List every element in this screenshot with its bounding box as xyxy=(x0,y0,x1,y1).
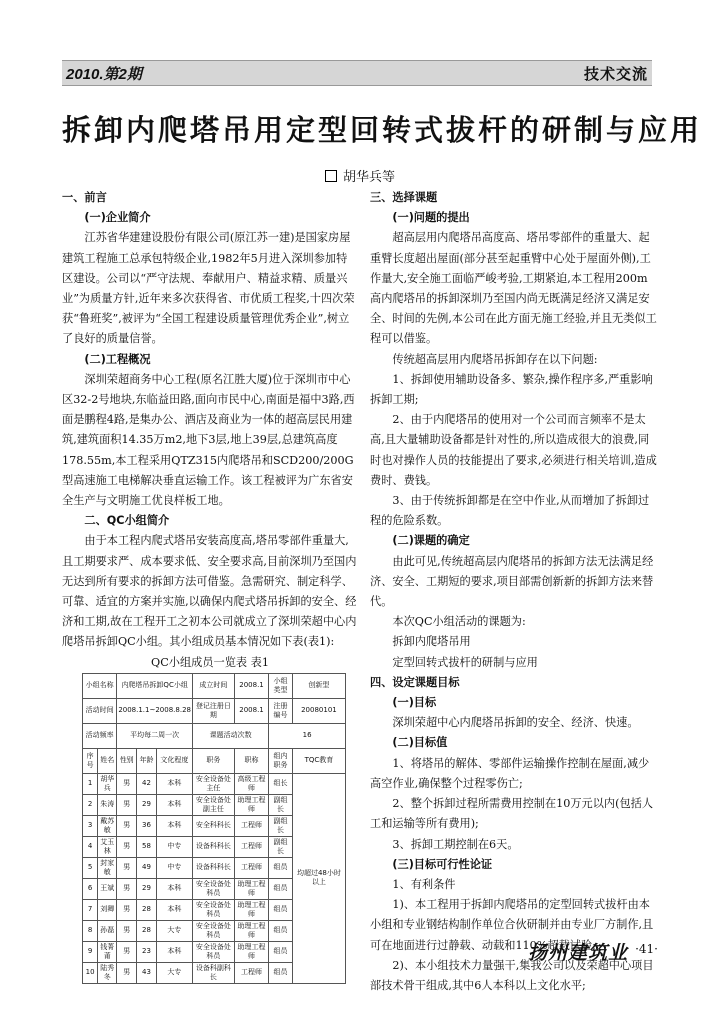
table-cell: 组员 xyxy=(269,962,293,983)
table-cell: 序号 xyxy=(83,748,98,773)
section-heading: 一、前言 xyxy=(62,191,107,204)
header-bar xyxy=(62,60,652,86)
table-row xyxy=(83,723,346,748)
table-cell: 副组长 xyxy=(269,794,293,815)
table-cell: 安全设备处科员 xyxy=(192,899,234,920)
section-heading: (二)目标值 xyxy=(392,736,448,750)
table-cell: 23 xyxy=(137,941,157,962)
left-column xyxy=(62,188,358,984)
paragraph: 超高层用内爬塔吊高度高、塔吊零部件的重量大、起重臂长度超出屋面(部分甚至起重臂中心处于屋面外侧),工作量大,安全施工面临严峻考验,工期紧迫,本工程用200m高内爬塔吊的拆卸深圳乃至国内尚无既满足经济又满足安全、时间的先例,本公司在此方面无施工经验,并且无类似工程可以借鉴。 xyxy=(370,231,657,346)
table-cell: 小组类型 xyxy=(269,673,293,698)
table-cell: 安全设备处副主任 xyxy=(192,794,234,815)
right-column xyxy=(370,188,658,996)
table-cell: 2008.1 xyxy=(234,698,268,723)
magazine-logo: 扬州建筑业 xyxy=(527,942,628,964)
table-cell: 男 xyxy=(117,794,137,815)
table-cell: 29 xyxy=(137,878,157,899)
table-cell: 4 xyxy=(83,836,98,857)
table-cell: 均超过48小时以上 xyxy=(292,773,345,983)
table-cell: 助理工程师 xyxy=(234,878,268,899)
table-cell: 本科 xyxy=(156,878,192,899)
table-cell: 戴苏敏 xyxy=(98,815,117,836)
table-cell: 组员 xyxy=(269,941,293,962)
section-heading: (一)问题的提出 xyxy=(392,211,470,225)
paragraph: 传统超高层用内爬塔吊拆卸存在以下问题: xyxy=(392,352,598,366)
table-cell: 设备科科长 xyxy=(192,836,234,857)
members-table xyxy=(82,673,346,984)
table-cell: 活动时间 xyxy=(83,698,117,723)
table-cell: 本科 xyxy=(156,941,192,962)
table-cell: 男 xyxy=(117,836,137,857)
table-cell: 安全设备处科员 xyxy=(192,878,234,899)
paragraph: 深圳荣超中心内爬塔吊拆卸的安全、经济、快速。 xyxy=(392,716,639,730)
table-cell: 组内职务 xyxy=(269,748,293,773)
table-cell: 本科 xyxy=(156,794,192,815)
paragraph: 1、将塔吊的解体、零部件运输操作控制在屋面,减少高空作业,确保整个过程零伤亡; xyxy=(370,756,650,790)
paragraph: 江苏省华建建设股份有限公司(原江苏一建)是国家房屋建筑工程施工总承包特级企业,1982年5月进入深圳参加特区建设。公司以“严守法规、奉献用户、精益求精、质量兴业”为质量方针,近年来多次获得省、市优质工程奖,十四次荣获“鲁班奖”,被评为“全国工程建设质量管理优秀企业”,树立了良好的质量信誉。 xyxy=(62,231,355,346)
right-paragraphs xyxy=(370,188,658,996)
table-cell: 28 xyxy=(137,920,157,941)
section-heading: (二)工程概况 xyxy=(84,352,151,366)
table-cell: 58 xyxy=(137,836,157,857)
table-cell: 刘卿 xyxy=(98,899,117,920)
author-name: 胡华兵等 xyxy=(342,170,395,185)
left-paragraphs xyxy=(62,188,358,653)
section-heading: (三)目标可行性论证 xyxy=(392,857,493,871)
table-cell: 安全科科长 xyxy=(192,815,234,836)
table-cell: 活动频率 xyxy=(83,723,117,748)
table-cell: 高级工程师 xyxy=(234,773,268,794)
table-cell: 助理工程师 xyxy=(234,899,268,920)
section-heading: 二、QC小组简介 xyxy=(84,514,170,528)
table-cell: 职务 xyxy=(192,748,234,773)
table-cell: 工程师 xyxy=(234,962,268,983)
table-cell: 组员 xyxy=(269,920,293,941)
section-heading: 三、选择课题 xyxy=(370,191,438,204)
table-cell: 工程师 xyxy=(234,857,268,878)
table-cell: 男 xyxy=(117,920,137,941)
table-cell: TQC教育 xyxy=(292,748,345,773)
paragraph: 深圳荣超商务中心工程(原名江胜大厦)位于深圳市中心区32-2号地块,东临益田路,面向市民中心,南面是福中3路,西面是鹏程4路,是集办公、酒店及商业为一体的超高层民用建筑,建筑面积14.35万m2,地下3层,地上39层,总建筑高度178.55m,本工程采用QTZ315内爬塔吊和SCD200/200G型高速施工电梯解决垂直运输工作。该工程被评为广东省安全生产与文明施工优良样板工地。 xyxy=(62,372,355,508)
table-cell: 陆秀冬 xyxy=(98,962,117,983)
table-cell: 姓名 xyxy=(98,748,117,773)
table-cell: 16 xyxy=(269,723,346,748)
issue-label: 2010.第2期 xyxy=(66,66,142,83)
table-cell: 组员 xyxy=(269,878,293,899)
paragraph: 定型回转式拔杆的研制与应用 xyxy=(392,655,538,669)
table-cell: 组员 xyxy=(269,899,293,920)
table-cell: 男 xyxy=(117,899,137,920)
table-row xyxy=(83,673,346,698)
table-cell: 年龄 xyxy=(137,748,157,773)
table-cell: 成立时间 xyxy=(192,673,234,698)
table-cell: 副组长 xyxy=(269,815,293,836)
table-cell: 中专 xyxy=(156,836,192,857)
table-cell: 组员 xyxy=(269,857,293,878)
table-cell: 10 xyxy=(83,962,98,983)
table-row xyxy=(83,698,346,723)
paragraph: 本次QC小组活动的课题为: xyxy=(392,615,526,629)
table-cell: 本科 xyxy=(156,815,192,836)
table-row xyxy=(83,748,346,773)
table-cell: 大专 xyxy=(156,920,192,941)
table-cell: 设备科副科长 xyxy=(192,962,234,983)
table-cell: 设备科科长 xyxy=(192,857,234,878)
table-cell: 孙磊 xyxy=(98,920,117,941)
section-heading: (一)目标 xyxy=(392,696,437,710)
section-heading: (一)企业简介 xyxy=(84,211,151,225)
table-cell: 小组名称 xyxy=(83,673,117,698)
table-cell: 艾玉林 xyxy=(98,836,117,857)
paragraph: 2)、本小组技术力量强干,集我公司以及荣超中心项目部技术骨干组成,其中6人本科以上文化水平; xyxy=(370,958,654,992)
table-cell: 男 xyxy=(117,815,137,836)
table-cell: 6 xyxy=(83,878,98,899)
table-cell: 7 xyxy=(83,899,98,920)
table-cell: 朱涛 xyxy=(98,794,117,815)
table-cell: 36 xyxy=(137,815,157,836)
table-cell: 胡华兵 xyxy=(98,773,117,794)
author-line xyxy=(0,166,720,185)
table-cell: 1 xyxy=(83,773,98,794)
table-cell: 职称 xyxy=(234,748,268,773)
table-cell: 安全设备处科员 xyxy=(192,920,234,941)
table-cell: 3 xyxy=(83,815,98,836)
paragraph: 1)、本工程用于拆卸内爬塔吊的定型回转式拔杆由本小组和专业钢结构制作单位合伙研制并由专业厂方制作,且可在地面进行过静载、动载和110%超载试验; xyxy=(370,898,654,952)
table-caption: QC小组成员一览表 表1 xyxy=(151,655,269,669)
table-cell: 助理工程师 xyxy=(234,920,268,941)
table-cell: 文化程度 xyxy=(156,748,192,773)
article-title: 拆卸内爬塔吊用定型回转式拔杆的研制与应用 xyxy=(62,113,703,147)
table-cell: 中专 xyxy=(156,857,192,878)
paragraph: 2、整个拆卸过程所需费用控制在10万元以内(包括人工和运输等所有费用); xyxy=(370,797,654,831)
table-cell: 工程师 xyxy=(234,836,268,857)
table-row xyxy=(83,773,346,794)
table-cell: 男 xyxy=(117,941,137,962)
table-cell: 副组长 xyxy=(269,836,293,857)
paragraph: 由于本工程内爬式塔吊安装高度高,塔吊零部件重量大,且工期要求严、成本要求低、安全要求高,目前深圳乃至国内无达到所有要求的拆卸方法可借鉴。急需研究、制定科学、可靠、适宜的方案并实施,以确保内爬式塔吊拆卸的安全、经济和工期,故在工程开工之初本公司就成立了深圳荣超中心内爬塔吊拆卸QC小组。其小组成员基本情况如下表(表1): xyxy=(62,534,357,649)
table-cell: 登记注册日期 xyxy=(192,698,234,723)
paragraph: 1、拆卸使用辅助设备多、繁杂,操作程序多,严重影响拆卸工期; xyxy=(370,372,653,407)
paragraph: 由此可见,传统超高层内爬塔吊的拆卸方法无法满足经济、安全、工期短的要求,项目部需创新新的拆卸方法来替代。 xyxy=(370,554,654,609)
section-heading: 四、设定课题目标 xyxy=(370,675,460,689)
paragraph: 2、由于内爬塔吊的使用对一个公司而言频率不是太高,且大量辅助设备都是针对性的,所以造成很大的浪费,同时也对操作人员的技能提出了要求,必须进行相关培训,造成费时、费钱。 xyxy=(370,413,657,487)
section-label: 技术交流 xyxy=(583,66,648,83)
table-cell: 创新型 xyxy=(292,673,345,698)
table-cell: 2 xyxy=(83,794,98,815)
table-cell: 封家敏 xyxy=(98,857,117,878)
table-cell: 2008.1.1~2008.8.28 xyxy=(117,698,193,723)
table-cell: 49 xyxy=(137,857,157,878)
table-cell: 大专 xyxy=(156,962,192,983)
table-cell: 内爬塔吊拆卸QC小组 xyxy=(117,673,193,698)
table-cell: 性别 xyxy=(117,748,137,773)
table-cell: 本科 xyxy=(156,899,192,920)
table-cell: 男 xyxy=(117,878,137,899)
table-cell: 男 xyxy=(117,773,137,794)
paragraph: 3、拆卸工期控制在6天。 xyxy=(392,837,519,851)
table-cell: 课题活动次数 xyxy=(192,723,268,748)
table-cell: 工程师 xyxy=(234,815,268,836)
table-cell: 8 xyxy=(83,920,98,941)
table-cell: 组长 xyxy=(269,773,293,794)
author-box-icon xyxy=(325,170,337,182)
table-cell: 助理工程师 xyxy=(234,794,268,815)
table-cell: 男 xyxy=(117,857,137,878)
table-cell: 钱菁莆 xyxy=(98,941,117,962)
table-cell: 42 xyxy=(137,773,157,794)
section-heading: (二)课题的确定 xyxy=(392,534,470,548)
table-cell: 43 xyxy=(137,962,157,983)
table-cell: 助理工程师 xyxy=(234,941,268,962)
table-cell: 男 xyxy=(117,962,137,983)
table-cell: 安全设备处科员 xyxy=(192,941,234,962)
table-cell: 注册编号 xyxy=(269,698,293,723)
paragraph: 1、有利条件 xyxy=(392,877,456,891)
table-cell: 王斌 xyxy=(98,878,117,899)
table-cell: 29 xyxy=(137,794,157,815)
table-cell: 本科 xyxy=(156,773,192,794)
paragraph: 3、由于传统拆卸都是在空中作业,从而增加了拆卸过程的危险系数。 xyxy=(370,494,650,528)
table-cell: 2008.1 xyxy=(234,673,268,698)
paragraph: 拆卸内爬塔吊用 xyxy=(392,635,471,649)
table-cell: 平均每二周一次 xyxy=(117,723,193,748)
table-cell: 28 xyxy=(137,899,157,920)
table-cell: 9 xyxy=(83,941,98,962)
table-cell: 20080101 xyxy=(292,698,345,723)
page-number: ·41· xyxy=(635,942,658,956)
table-cell: 安全设备处主任 xyxy=(192,773,234,794)
table-cell: 5 xyxy=(83,857,98,878)
